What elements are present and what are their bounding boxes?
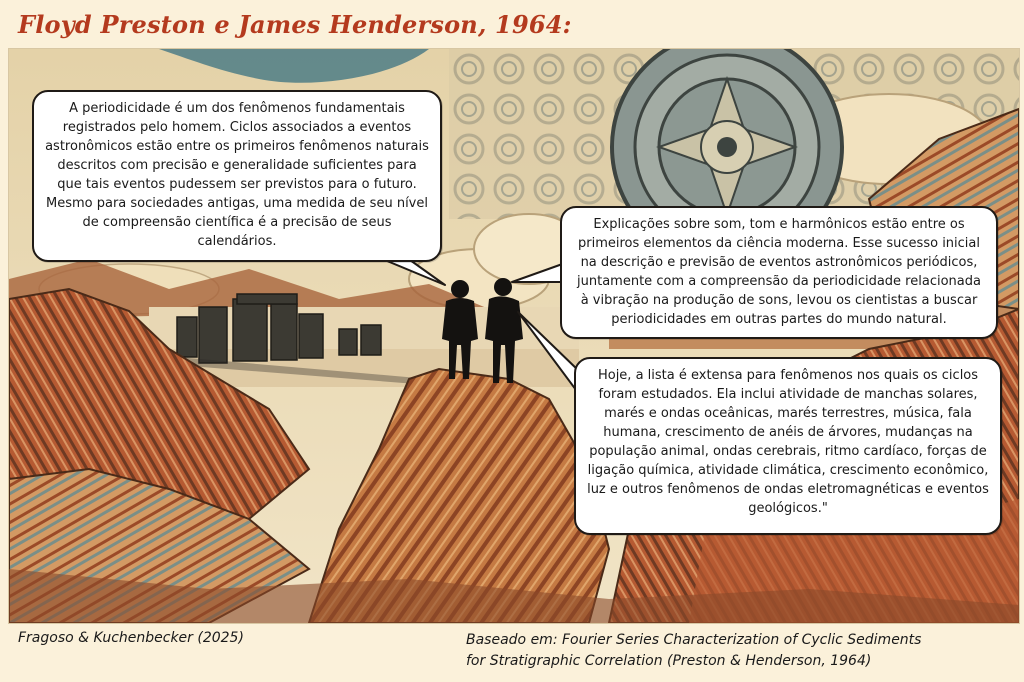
- source-citation-line: Baseado em: Fourier Series Characterization of Cyclic Sediments: [466, 632, 922, 648]
- speech-bubble-periodicity: [32, 90, 442, 262]
- page-title: Floyd Preston e James Henderson, 1964:: [18, 10, 572, 39]
- speech-bubble-text: A periodicidade é um dos fenômenos fundamentais registrados pelo homem. Ciclos associados a eventos astronômicos estão entre os primeiros fenômenos naturais descritos com precisão e generalidade suficientes para que tais eventos pudessem ser previstos para o futuro. Mesmo para sociedades antigas, uma medida de seu nível de compreensão científica é a precisão de seus calendários.: [45, 101, 429, 249]
- source-citation-line: for Stratigraphic Correlation (Preston & Henderson, 1964): [466, 653, 872, 669]
- source-citation: [466, 630, 1018, 672]
- speech-bubble-sound-harmonics: [560, 206, 998, 339]
- speech-bubble-text: Explicações sobre som, tom e harmônicos estão entre os primeiros elementos da ciência moderna. Esse sucesso inicial na descrição e previsão de eventos astronômicos periódicos, juntamente com a compreensão da periodicidade relacionada à vibração na produção de sons, levou os cientistas a buscar periodicidades em outras partes do mundo natural.: [577, 217, 981, 327]
- speech-bubble-cycles-list: [574, 357, 1002, 535]
- speech-bubble-text: Hoje, a lista é extensa para fenômenos nos quais os ciclos foram estudados. Ela inclui atividade de manchas solares, marés e ondas oceânicas, marés terrestres, música, fala humana, crescimento de anéis de árvores, mudanças na população animal, ondas cerebrais, ritmo cardíaco, forças de ligação química, atividade climática, crescimento econômico, luz e outros fenômenos de ondas eletromagnéticas e eventos geológicos.": [587, 368, 989, 516]
- credit-text: Fragoso & Kuchenbecker (2025): [18, 630, 244, 646]
